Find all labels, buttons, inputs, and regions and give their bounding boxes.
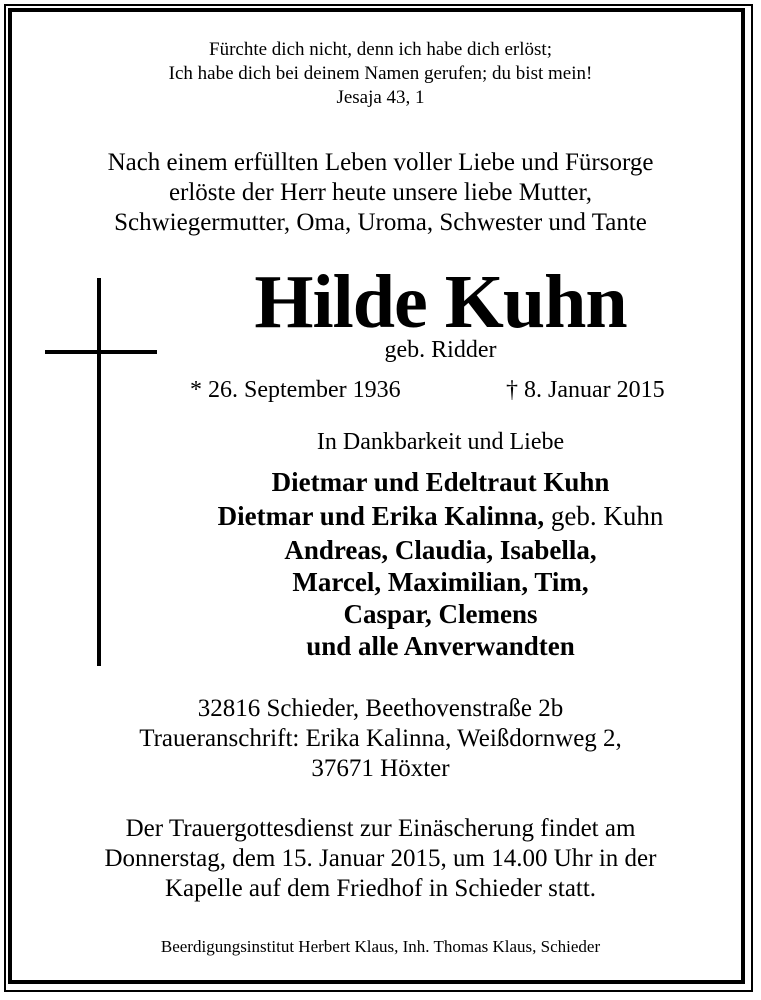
mourners-line-2-bold: Dietmar und Erika Kalinna,	[217, 501, 545, 531]
deceased-name: Hilde Kuhn	[254, 260, 627, 344]
verse-reference: Jesaja 43, 1	[336, 87, 425, 108]
death-date: † 8. Januar 2015	[506, 377, 665, 403]
mourners-line-2-normal: geb. Kuhn	[544, 501, 664, 531]
mourners-line-5: Caspar, Clemens	[343, 599, 538, 629]
intro-line-3: Schwiegermutter, Oma, Uroma, Schwester und Tante	[114, 209, 647, 236]
verse-line-2: Ich habe dich bei deinem Namen gerufen; du bist mein!	[168, 63, 593, 84]
intro-line-2: erlöste der Herr heute unsere liebe Mutter,	[168, 179, 593, 206]
address-line-3: 37671 Höxter	[311, 755, 450, 782]
address-line-1: 32816 Schieder, Beethovenstraße 2b	[197, 695, 564, 722]
service-line-3: Kapelle auf dem Friedhof in Schieder statt.	[164, 875, 597, 902]
intro-line-1: Nach einem erfüllten Leben voller Liebe und Fürsorge	[107, 149, 654, 176]
service-line-2: Donnerstag, dem 15. Januar 2015, um 14.00 Uhr in der	[104, 845, 657, 872]
birth-name: geb. Ridder	[384, 337, 497, 363]
mourners-line-6: und alle Anverwandten	[306, 631, 575, 661]
mourners-intro: In Dankbarkeit und Liebe	[316, 429, 565, 455]
mourners-line-2	[60, 500, 761, 532]
verse-line-1: Fürchte dich nicht, denn ich habe dich erlöst;	[209, 39, 552, 60]
birth-date: * 26. September 1936	[190, 377, 401, 403]
mourners-line-1: Dietmar und Edeltraut Kuhn	[271, 467, 610, 497]
mourners-line-3: Andreas, Claudia, Isabella,	[284, 535, 597, 565]
funeral-home-footer: Beerdigungsinstitut Herbert Klaus, Inh. Thomas Klaus, Schieder	[160, 937, 601, 956]
address-line-2: Traueranschrift: Erika Kalinna, Weißdornweg 2,	[139, 725, 622, 752]
service-line-1: Der Trauergottesdienst zur Einäscherung findet am	[125, 815, 636, 842]
mourners-line-4: Marcel, Maximilian, Tim,	[292, 567, 589, 597]
